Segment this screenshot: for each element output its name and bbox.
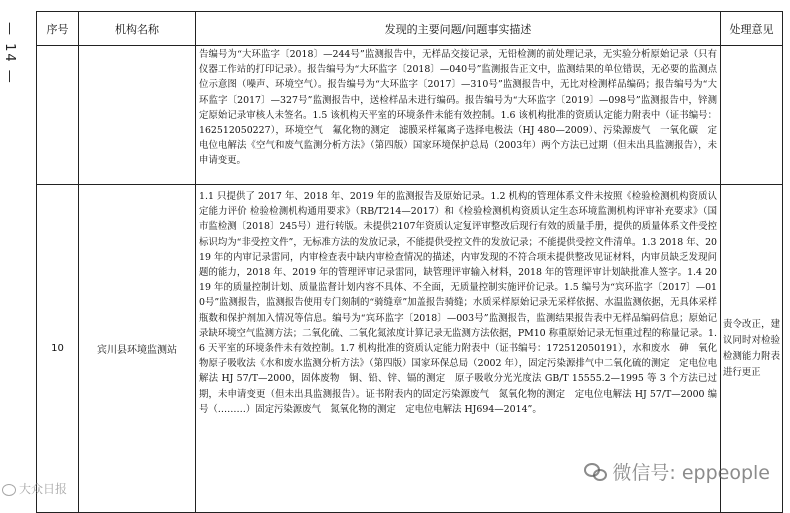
table-header-row (37, 12, 783, 46)
header-description: 发现的主要问题/问题事实描述 (196, 12, 721, 46)
header-number: 序号 (37, 12, 79, 46)
row-description: 告编号为“大环监字〔2018〕—244号”监测报告中，无样品交接记录，无铅检测的前处理记录，无实验分析原始记录（只有仪器工作站的打印记录）。报告编号为“大环监字〔2018〕—040号”监测报告正文中，监测结果的单位错误，无必要的监测点位示意图（噪声、环境空气）。报告编号为“大环监字〔2017〕—310号”监测报告中，无比对检测样品编码；报告编号为“大环监字〔2017〕—327号”监测报告中，送检样品未进行编码。报告编号为“大环监字〔2019〕—098号”监测报告中，锌测定原始记录审核人未签名。1.5 该机构天平室的环境条件未能有效控制。1.6 该机构批准的资质认定能力附表中（证书编号：162512050227），环境空气 氟化物的测定 滤膜采样氟离子选择电极法（HJ 480—2009）、污染源废气 一氧化碳 定电位电解法《空气和废气监测分析方法》（第四版）国家环境保护总局（2003年）两个方法已过期（但未出具监测报告），未申请变更。 (199, 49, 717, 167)
row-number (37, 46, 79, 185)
table-row (37, 46, 783, 185)
row-description: 1.1 只提供了 2017 年、2018 年、2019 年的监测报告及原始记录。1.2 机构的管理体系文件未按照《检验检测机构资质认定能力评价 检验检测机构通用要求》（RB/T214—2017）和《检验检测机构资质认定生态环境监测机构评审补充要求》（国市监检测〔2018〕245号）进行转版。未提供2107年资质认定复评审整改后现行有效的质量手册，提供的质量体系文件受控标识均为“非受控文件”，无标准方法的发放记录，不能提供受控文件的发放记录；不能提供受控文件清单。1.3 2018 年、2019 年的内审记录雷同，内审检查表中缺内审检查情况的描述，内审发现的不符合项未提供整改见证材料，内审员缺乏发现问题的能力，2018 年、2019 年的管理评审记录雷同，缺管理评审输入材料，2018 年的管理评审计划缺批准人签字。1.4 2019 年的质量控制计划、质量监督计划内容不具体、不全面，无质量控制实施评价记录。1.5 编号为“宾环监字〔2017〕—010号”监测报告，监测报告使用专门刻制的“骑缝章”加盖报告骑缝；水质采样原始记录无采样依据、水温监测依据，无具体采样瓶数和保护剂加入情况等信息。编号为“宾环监字〔2018〕—003号”监测报告，监测结果报告表中无样品编码信息；原始记录缺环境空气监测方法；二氧化硫、二氧化氮浓度计算记录无监测方法依据，PM10 称重原始记录无恒重过程的称量记录。1.6 天平室的环境条件未有效控制。1.7 机构批准的资质认定能力附表中（证书编号：172512050191），水和废水 砷 氧化物原子吸收法《水和废水监测分析方法》（第四版）国家环保总局（2002 年），固定污染源排气中二氧化硫的测定 定电位电解法 HJ 57/T—2000，固体废物 铜、铅、锌、镉的测定 原子吸收分光光度法 GB/T 15555.2—1995 等 3 个方法已过期，未申请变更（但未出具监测报告）。证书附表内的固定污染源废气 氮氧化物的测定 定电位电解法 HJ 57/T—2000 编号（………）固定污染源废气 氮氧化物的测定 定电位电解法 HJ694—2014”。 (199, 191, 717, 415)
watermark-right-text: 微信号: eppeople (612, 462, 770, 484)
watermark-right (584, 458, 770, 485)
wechat-icon (584, 463, 606, 481)
page-number: — 14 — (2, 22, 17, 85)
watermark-left-text: 大众日报 (19, 482, 68, 496)
row-opinion: 责令改正，建议同时对检验检测能力附表进行更正 (723, 318, 780, 378)
row-org-name (79, 46, 196, 185)
watermark-left (2, 480, 67, 497)
findings-table (36, 11, 783, 513)
row-number: 10 (37, 185, 79, 513)
weibo-icon (2, 484, 16, 496)
row-org-name: 宾川县环境监测站 (79, 185, 196, 513)
row-opinion (721, 46, 783, 185)
header-org-name: 机构名称 (79, 12, 196, 46)
header-opinion: 处理意见 (721, 12, 783, 46)
